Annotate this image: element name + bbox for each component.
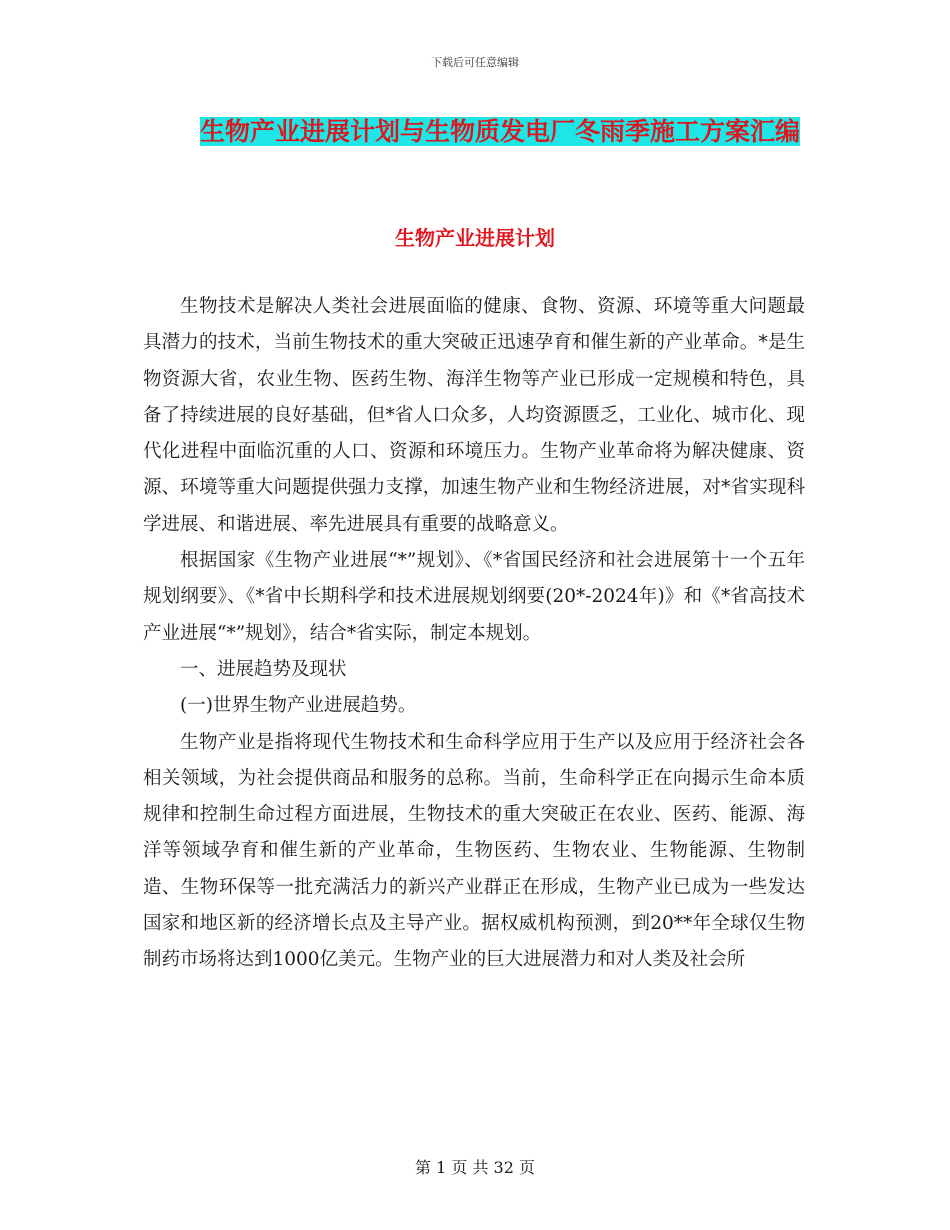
document-title — [190, 110, 810, 154]
page-footer: 第 1 页 共 32 页 — [415, 1158, 535, 1177]
body-text — [143, 289, 805, 979]
paragraph-3: 生物产业是指将现代生物技术和生命科学应用于生产以及应用于经济社会各相关领域，为社会提供商品和服务的总称。当前，生命科学正在向揭示生命本质规律和控制生命过程方面进展，生物技术的重大突破正在农业、医药、能源、海洋等领域孕育和催生新的产业革命，生物医药、生物农业、生物能源、生物制造、生物环保等一批充满活力的新兴产业群正在形成，生物产业已成为一些发达国家和地区新的经济增长点及主导产业。据权威机构预测，到20**年全球仅生物制药市场将达到1000亿美元。生物产业的巨大进展潜力和对人类及社会所 — [143, 731, 805, 971]
document-title-text: 生物产业进展计划与生物质发电厂冬雨季施工方案汇编 — [199, 117, 800, 146]
paragraph-2: 根据国家《生物产业进展“*”规划》、《*省国民经济和社会进展第十一个五年规划纲要》、《*省中长期科学和技术进展规划纲要(20*-2024年)》和《*省高技术产业进展“*”规划》，结合*省实际，制定本规划。 — [143, 550, 805, 644]
paragraph-1: 生物技术是解决人类社会进展面临的健康、食物、资源、环境等重大问题最具潜力的技术，当前生物技术的重大突破正迅速孕育和催生新的产业革命。*是生物资源大省，农业生物、医药生物、海洋生物等产业已形成一定规模和特色，具备了持续进展的良好基础，但*省人口众多，人均资源匮乏，工业化、城市化、现代化进程中面临沉重的人口、资源和环境压力。生物产业革命将为解决健康、资源、环境等重大问题提供强力支撑，加速生物产业和生物经济进展，对*省实现科学进展、和谐进展、率先进展具有重要的战略意义。 — [143, 296, 805, 535]
header-note: 下载后可任意编辑 — [431, 56, 519, 69]
subheading-world-trends: (一)世界生物产业进展趋势。 — [180, 695, 417, 717]
heading-trends-status: 一、进展趋势及现状 — [180, 658, 347, 680]
section-title: 生物产业进展计划 — [395, 226, 555, 250]
